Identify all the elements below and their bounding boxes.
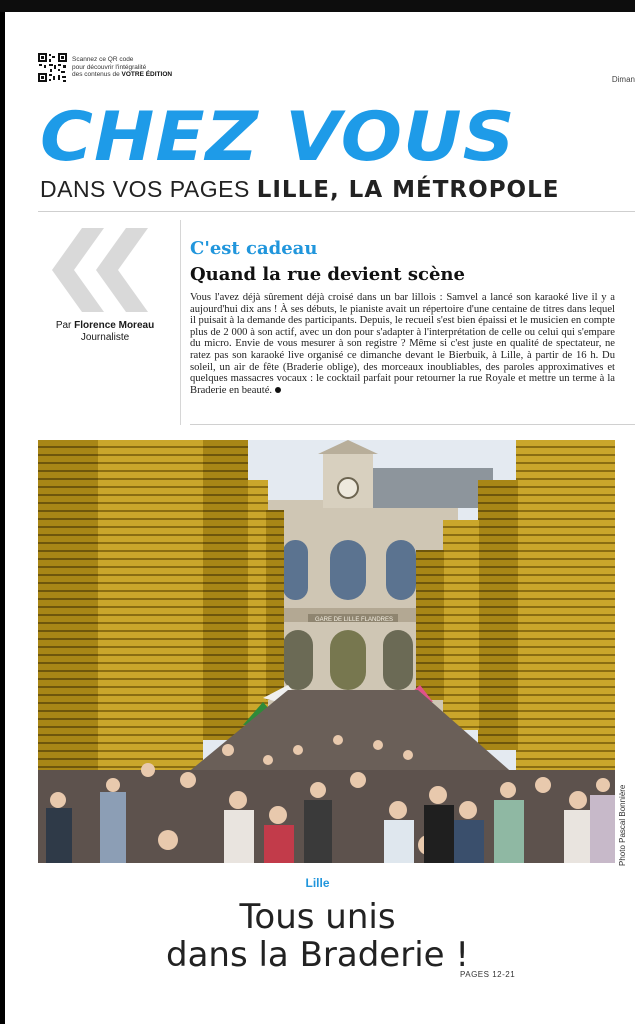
qr-caption-line3: des contenus de VOTRE ÉDITION: [72, 71, 173, 78]
masthead-divider: [38, 211, 635, 212]
masthead-title: CHEZ VOUS: [40, 98, 516, 177]
byline: [50, 320, 160, 344]
article-body-text: Vous l'avez déjà sûrement déjà croisé dans un bar lillois : Samvel a lancé son karaoké live il y a aujourd'hui dix ans ! À ses débuts, le pianiste avait un répertoire d'une centaine de titres dans lequel il puisait à la demande des participants. Depuis, le recueil s'est bien épaissi et le musicien en compte plus de 2 000 à son actif, avec un don pour s'adapter à l'interprétation de celle ou celui qui s'empare du micro. Envie de vous mesurer à son registre ? Même si c'est juste en qualité de spectateur, ne ratez pas son karaoké live organisé ce dimanche devant le Bierbuik, à Lille, à partir de 16 h. Du soleil, un air de fête (Braderie oblige), des morceaux inoubliables, des paroles approximatives et quelques massacres vocaux : le cocktail parfait pour retourner la rue Royale et mettre un terme à la Braderie en beauté.: [190, 292, 615, 396]
braderie-photo: [38, 440, 615, 863]
qr-caption-line1: Scannez ce QR code: [72, 56, 134, 63]
column-divider: [180, 220, 181, 425]
article-title: Quand la rue devient scène: [190, 264, 465, 285]
teaser-section: Lille: [305, 876, 330, 890]
pages-reference: PAGES 12-21: [460, 970, 516, 979]
teaser-line1: Tous unis: [239, 897, 396, 937]
qr-caption: [72, 56, 172, 79]
qr-caption-line2: pour découvrir l'intégralité: [72, 63, 147, 71]
page-edge: [0, 12, 5, 1024]
station-sign: GARE DE LILLE FLANDRES: [314, 617, 394, 623]
teaser-line2: dans la Braderie !: [166, 935, 469, 975]
quote-mark-icon: [52, 228, 152, 312]
byline-author: Par Florence Moreau: [55, 320, 155, 331]
dateline: Diman: [611, 75, 635, 84]
article-kicker: C'est cadeau: [190, 238, 318, 259]
qr-code-icon: [38, 53, 67, 82]
byline-name: Florence Moreau: [74, 320, 155, 331]
byline-role: Journaliste: [80, 332, 130, 343]
edition-brand: VOTRE ÉDITION: [121, 71, 173, 78]
masthead-sub-prefix: DANS VOS PAGES: [40, 176, 250, 202]
screen-top-bar: [0, 0, 635, 12]
masthead-subtitle: [40, 176, 559, 203]
masthead-edition: LILLE, LA MÉTROPOLE: [256, 177, 560, 203]
photo-credit: Photo Pascal Bonnière: [618, 784, 627, 866]
article-body: [190, 292, 615, 396]
teaser-headline: [0, 898, 635, 974]
end-mark-icon: [275, 387, 281, 393]
article-divider: [190, 424, 635, 425]
